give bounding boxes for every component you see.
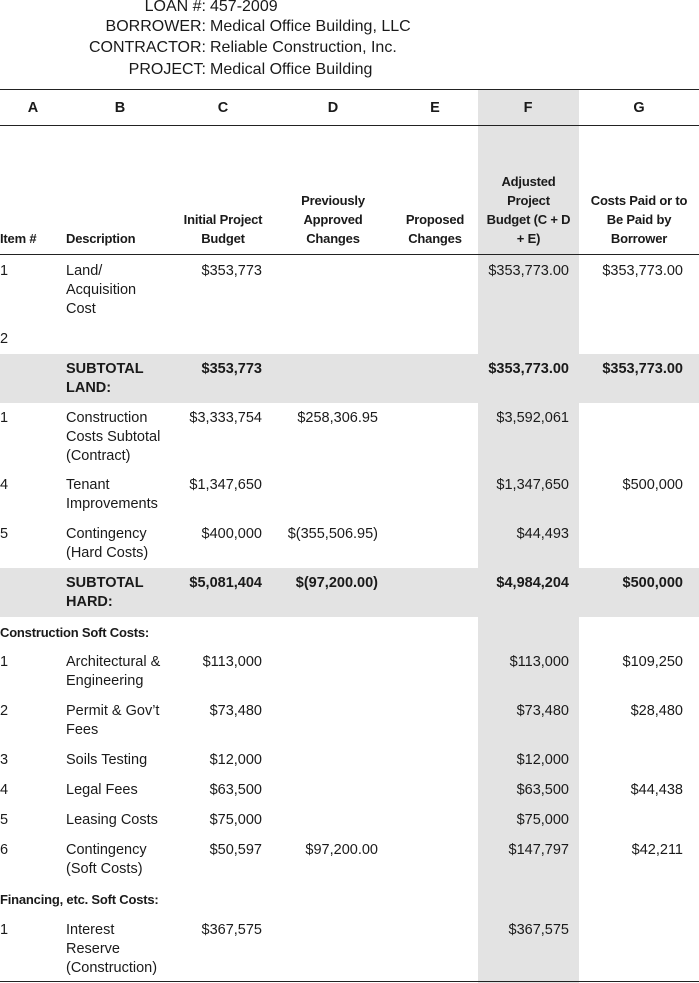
initial-budget: $5,081,404: [189, 575, 262, 591]
adjusted-budget: $353,773.00: [488, 263, 569, 279]
initial-budget: $1,347,650: [189, 477, 262, 493]
initial-budget: $367,575: [201, 922, 262, 938]
col-letter-c: C: [217, 100, 229, 116]
description: SUBTOTAL LAND:: [66, 361, 144, 396]
project-label: PROJECT:: [128, 61, 206, 78]
col-letter-b: B: [114, 100, 126, 116]
initial-budget: $3,333,754: [189, 410, 262, 426]
description: Tenant Improvements: [66, 477, 158, 512]
loan-label: LOAN #:: [144, 0, 206, 15]
item-number: 3: [0, 752, 9, 768]
item-number: 5: [0, 812, 9, 828]
description: Legal Fees: [66, 782, 138, 798]
col-title-item: Item #: [0, 231, 37, 246]
approved-changes: $(355,506.95): [287, 526, 378, 542]
description: Contingency (Hard Costs): [66, 526, 149, 561]
costs-paid: $353,773.00: [602, 263, 683, 279]
description: Contingency (Soft Costs): [66, 842, 147, 877]
item-number: 4: [0, 782, 9, 798]
table-bottom-rule: [0, 981, 699, 982]
col-title-proposed-changes: Proposed Changes: [405, 212, 465, 246]
col-letter-a: A: [27, 100, 39, 116]
col-title-approved-changes: Previously Approved Changes: [301, 193, 365, 246]
initial-budget: $113,000: [202, 654, 262, 670]
adjusted-budget: $75,000: [516, 812, 569, 828]
loan-value: 457-2009: [210, 0, 278, 15]
loan-line: [0, 0, 699, 17]
description: Leasing Costs: [66, 812, 158, 828]
costs-paid: $28,480: [630, 703, 683, 719]
item-number: 2: [0, 703, 9, 719]
description: Construction Costs Subtotal (Contract): [66, 410, 161, 464]
item-number: 2: [0, 331, 9, 347]
item-number: 1: [0, 410, 9, 426]
description: SUBTOTAL HARD:: [66, 575, 144, 610]
costs-paid: $44,438: [630, 782, 683, 798]
description: Architectural & Engineering: [66, 654, 161, 689]
borrower-label: BORROWER:: [105, 18, 206, 35]
col-letter-f: F: [523, 100, 533, 116]
project-value: Medical Office Building: [210, 61, 373, 78]
approved-changes: $97,200.00: [305, 842, 378, 858]
adjusted-budget: $367,575: [508, 922, 569, 938]
approved-changes: $258,306.95: [297, 410, 378, 426]
adjusted-budget: $113,000: [509, 654, 569, 670]
adjusted-budget: $147,797: [508, 842, 569, 858]
borrower-value: Medical Office Building, LLC: [210, 18, 411, 35]
col-letter-d: D: [327, 100, 339, 116]
col-letter-g: G: [633, 100, 645, 116]
initial-budget: $73,480: [209, 703, 262, 719]
adjusted-budget: $1,347,650: [496, 477, 569, 493]
initial-budget: $50,597: [209, 842, 262, 858]
initial-budget: $400,000: [201, 526, 262, 542]
description: Permit & Gov’t Fees: [66, 703, 160, 738]
adjusted-budget: $44,493: [516, 526, 569, 542]
col-title-costs-paid: Costs Paid or to Be Paid by Borrower: [590, 193, 688, 246]
contractor-value: Reliable Construction, Inc.: [210, 39, 397, 56]
initial-budget: $75,000: [209, 812, 262, 828]
costs-paid: $42,211: [631, 842, 683, 858]
item-number: 1: [0, 922, 9, 938]
column-titles-rule: [0, 254, 699, 255]
costs-paid: $500,000: [622, 575, 683, 591]
item-number: 1: [0, 654, 9, 670]
item-number: 1: [0, 263, 9, 279]
costs-paid: $500,000: [622, 477, 683, 493]
col-title-initial-budget: Initial Project Budget: [183, 212, 263, 246]
costs-paid: $109,250: [622, 654, 683, 670]
description: Land/ Acquisition Cost: [66, 263, 137, 317]
approved-changes: $(97,200.00): [295, 575, 378, 591]
contractor-label: CONTRACTOR:: [88, 39, 206, 56]
contractor-line: [0, 38, 699, 58]
col-title-description: Description: [66, 231, 136, 246]
section-title-soft-costs: Construction Soft Costs:: [0, 625, 150, 640]
col-title-adjusted-budget: Adjusted Project Budget (C + D + E): [486, 174, 571, 246]
project-line: [0, 60, 699, 80]
adjusted-budget: $12,000: [516, 752, 569, 768]
initial-budget: $63,500: [209, 782, 262, 798]
adjusted-budget: $73,480: [516, 703, 569, 719]
section-title-financing: Financing, etc. Soft Costs:: [0, 892, 159, 907]
item-number: 5: [0, 526, 9, 542]
adjusted-budget: $3,592,061: [496, 410, 569, 426]
initial-budget: $353,773: [201, 361, 262, 377]
col-letter-e: E: [430, 100, 440, 116]
initial-budget: $353,773: [201, 263, 262, 279]
adjusted-budget: $63,500: [516, 782, 569, 798]
description: Soils Testing: [66, 752, 148, 768]
borrower-line: [0, 17, 699, 37]
initial-budget: $12,000: [209, 752, 262, 768]
header-bottom-rule: [0, 125, 699, 126]
description: Interest Reserve (Construction): [66, 922, 158, 976]
table-top-rule: [0, 89, 699, 90]
costs-paid: $353,773.00: [602, 361, 683, 377]
adjusted-budget: $4,984,204: [496, 575, 569, 591]
item-number: 6: [0, 842, 9, 858]
adjusted-budget: $353,773.00: [488, 361, 569, 377]
item-number: 4: [0, 477, 9, 493]
